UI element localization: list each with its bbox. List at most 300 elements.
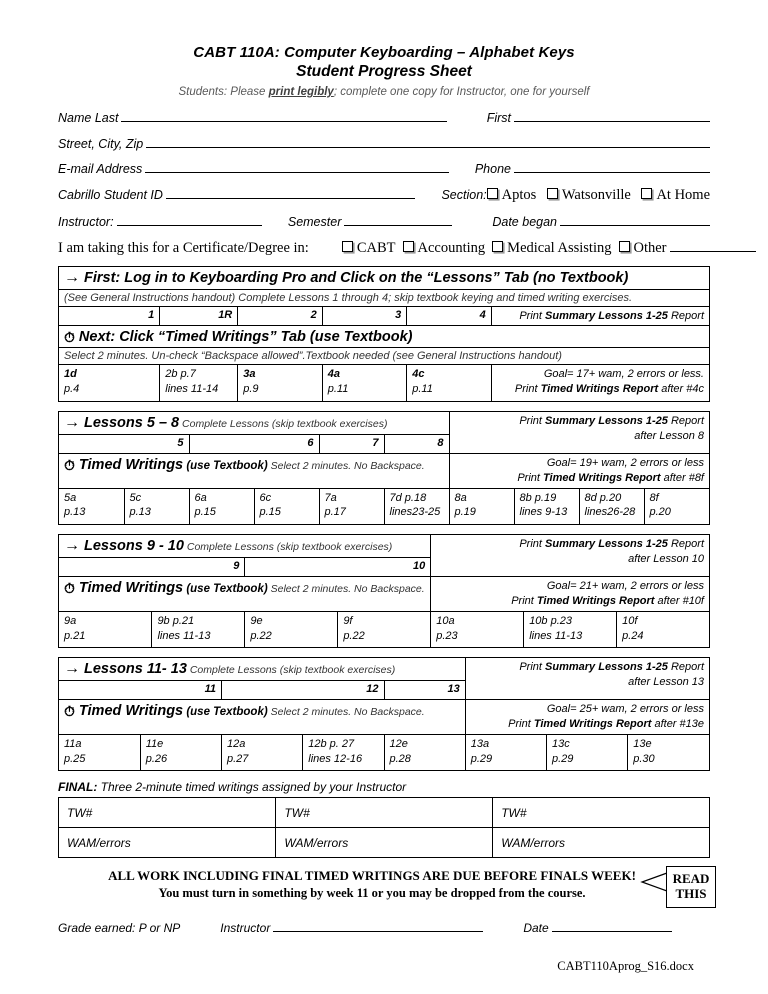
exercise-cell-5a[interactable]: [59, 488, 124, 524]
exercise-id-bold: 5a: [64, 491, 77, 504]
grade-instructor-input[interactable]: [273, 919, 483, 932]
box3-exercise-row: [59, 611, 709, 647]
exercise-id-bold: 10b: [529, 614, 548, 627]
exercise-ref: p.22: [250, 629, 272, 642]
section-box-lessons-1-4: [58, 266, 710, 402]
certificate-row: [58, 239, 710, 257]
tw-heading-bold: Timed Writings: [78, 580, 184, 597]
box4-heading-bold: Lessons 11- 13: [84, 661, 187, 678]
box1-tw-heading-row: [59, 326, 709, 348]
tw-heading-note: Select 2 minutes. No Backspace.: [267, 583, 425, 596]
print-post: Report: [667, 661, 704, 674]
exercise-id: [64, 737, 135, 752]
exercise-id-bold: 11e: [145, 737, 164, 750]
box3-heading-cell: [59, 535, 431, 558]
exercise-ref: lines23-25: [389, 506, 441, 519]
exercise-cell-8f[interactable]: [644, 488, 709, 524]
exercise-id-bold: 7d: [389, 491, 402, 504]
instructor-input[interactable]: [117, 213, 262, 226]
exercise-cell-7d[interactable]: [384, 488, 449, 524]
box1-subnote: (See General Instructions handout) Complete Lessons 1 through 4; skip textbook keying and timed writing exercises.: [59, 289, 709, 306]
exercise-ref: p.29: [470, 752, 493, 765]
exercise-ref: lines 11-13: [529, 629, 583, 642]
student-id-label: Cabrillo Student ID: [58, 187, 163, 202]
exercise-id: [633, 737, 704, 752]
box2-heading-note: Complete Lessons (skip textbook exercises): [179, 417, 388, 430]
exercise-ref: lines 11-13: [157, 629, 211, 642]
exercise-ref: lines26-28: [584, 506, 636, 519]
exercise-cell-11a[interactable]: [59, 734, 140, 770]
box2-heading-bold: Lessons 5 – 8: [84, 414, 180, 431]
exercise-id-bold: 10f: [622, 614, 638, 627]
grade-instructor-label: Instructor: [220, 920, 271, 935]
box3-goal-cell: [431, 577, 709, 612]
exercise-id: [157, 614, 239, 629]
box2-heading-row: [59, 412, 709, 435]
stopwatch-icon: ⏱: [64, 456, 75, 473]
date-began-label: Date began: [492, 215, 557, 229]
read-this-line1: READ: [672, 871, 710, 886]
notice-line1: ALL WORK INCLUDING FINAL TIMED WRITINGS ARE DUE BEFORE FINALS WEEK!: [108, 868, 636, 884]
arrow-right-icon: →: [64, 660, 80, 678]
phone-input[interactable]: [514, 160, 710, 173]
goal-post: after #13e: [651, 718, 704, 731]
section-box-lessons-5-8: [58, 411, 710, 525]
exercise-ref: p.25: [64, 752, 86, 765]
street-label: Street, City, Zip: [58, 136, 144, 151]
degree-option-accounting-label: Accounting: [417, 239, 486, 256]
box1-print-summary: [491, 306, 709, 326]
exercise-cell-10f[interactable]: [617, 611, 709, 647]
lesson-cell-13[interactable]: 13: [384, 681, 465, 700]
goal-post: after #10f: [654, 594, 704, 607]
exercise-id: 1d: [64, 368, 77, 381]
final-tw-cell-2[interactable]: TW#: [276, 798, 493, 828]
box1-tw-subnote-row: [59, 348, 709, 365]
arrow-right-icon: →: [64, 268, 80, 286]
exercise-id-bold: 9e: [250, 614, 263, 627]
box4-tw-heading-row: [59, 700, 709, 735]
exercise-cell-13e[interactable]: [628, 734, 709, 770]
exercise-cell-2b[interactable]: [160, 365, 238, 401]
arrow-right-icon: →: [64, 413, 80, 431]
exercise-id: [64, 614, 146, 629]
box4-exercise-row: [59, 734, 709, 770]
box3-tw-heading: [64, 579, 425, 596]
semester-input[interactable]: [344, 213, 452, 226]
subtitle-emphasis: print legibly: [268, 86, 334, 98]
box3-heading: [64, 537, 425, 555]
name-last-input[interactable]: [121, 109, 446, 122]
exercise-id-page: p.18: [401, 491, 427, 504]
goal-pre: Print: [517, 471, 544, 484]
box1-heading-text: First: Log in to Keyboarding Pro and Click on the “Lessons” Tab (no Textbook): [84, 269, 629, 286]
exercise-id: [260, 491, 314, 506]
goal-pre: Print: [511, 594, 537, 607]
student-id-section-row: [58, 186, 710, 204]
exercise-id-bold: 2b: [165, 368, 178, 381]
exercise-ref: p.11: [327, 383, 349, 396]
box4-heading-note: Complete Lessons (skip textbook exercises): [186, 664, 396, 677]
exercise-cell-1d[interactable]: [59, 365, 160, 401]
exercise-ref: p.4: [64, 383, 80, 396]
exercise-id-bold: 9a: [64, 614, 77, 627]
exercise-cell-8a[interactable]: [449, 488, 514, 524]
exercise-id-bold: 9f: [343, 614, 353, 627]
exercise-ref: p.29: [552, 752, 574, 765]
print-line2: after Lesson 8: [634, 429, 704, 442]
exercise-ref: p.20: [649, 506, 671, 519]
goal-report-name: Timed Writings Report: [533, 718, 652, 731]
checkbox-degree-medical-assisting[interactable]: [492, 241, 503, 252]
tw-heading-strong: (use Textbook): [183, 706, 268, 719]
exercise-id: [552, 737, 622, 752]
exercise-cell-11e[interactable]: [140, 734, 221, 770]
goal-pre: Print: [514, 383, 541, 396]
tw-heading-bold: Timed Writings: [78, 703, 184, 720]
final-timed-writings-table: [58, 797, 710, 858]
grade-earned-label: Grade earned: P or NP: [58, 920, 181, 935]
exercise-id: [227, 737, 297, 752]
exercise-cell-7a[interactable]: [319, 488, 384, 524]
exercise-id-bold: 13c: [552, 737, 570, 750]
box3-print-summary: [431, 535, 709, 577]
print-line2: after Lesson 13: [628, 676, 704, 689]
exercise-ref: p.24: [622, 629, 644, 642]
email-input[interactable]: [145, 160, 449, 173]
box2-goal-cell: [449, 453, 709, 488]
print-report-name: Summary Lessons 1-25: [545, 538, 668, 551]
degree-option-medical-assisting-label: Medical Assisting: [507, 239, 612, 256]
date-began-input[interactable]: [560, 213, 710, 226]
goal-post: after #8f: [660, 471, 704, 484]
exercise-id-bold: 8f: [649, 491, 659, 504]
box4-goal-cell: [465, 700, 709, 735]
exercise-ref: lines 12-16: [308, 752, 363, 765]
page-subtitle: [58, 86, 710, 98]
exercise-id: [585, 491, 639, 506]
exercise-id-page: p.7: [177, 368, 196, 381]
exercise-ref: p.9: [243, 383, 259, 396]
box1-tw-heading-cell: [59, 326, 709, 348]
exercise-id-bold: 13e: [633, 737, 652, 750]
tw-heading-note: Select 2 minutes. No Backspace.: [267, 459, 425, 472]
subtitle-post: ; complete one copy for Instructor, one for yourself: [333, 86, 590, 98]
final-wam-cell-3[interactable]: WAM/errors: [493, 828, 710, 858]
checkbox-section-at-home[interactable]: [641, 188, 652, 199]
box3-tw-heading-cell: [59, 577, 431, 612]
print-line1: [471, 660, 704, 675]
due-date-notice: [58, 868, 710, 901]
goal-report-name: Timed Writings Report: [536, 594, 655, 607]
exercise-id-bold: 12b: [308, 737, 327, 750]
exercise-id-bold: 11a: [64, 737, 82, 750]
exercise-ref: p.11: [412, 383, 433, 396]
email-phone-row: [58, 160, 710, 176]
final-label-rest: Three 2-minute timed writings assigned by your Instructor: [97, 780, 407, 795]
box1-tw-heading-text: Next: Click “Timed Writings” Tab (use Textbook): [78, 329, 413, 346]
print-timed: [436, 594, 704, 609]
exercise-ref: lines 9-13: [519, 506, 568, 519]
print-report-name: Summary Lessons 1-25: [545, 309, 668, 322]
instructor-semester-row: [58, 213, 710, 229]
final-tw-row: [59, 798, 710, 828]
instructor-label: Instructor:: [58, 215, 114, 229]
lesson-cell-11[interactable]: 11: [59, 681, 222, 700]
first-name-input[interactable]: [514, 109, 710, 122]
tw-heading-note: Select 2 minutes. No Backspace.: [267, 706, 425, 719]
arrow-right-icon: →: [64, 537, 80, 555]
exercise-id: [390, 491, 444, 506]
exercise-id-bold: 7a: [324, 491, 337, 504]
exercise-id: 3a: [243, 368, 256, 381]
grade-date-input[interactable]: [552, 919, 672, 932]
exercise-id: [250, 614, 332, 629]
exercise-cell-8b[interactable]: [514, 488, 579, 524]
exercise-id-bold: 9b: [157, 614, 170, 627]
exercise-cell-6c[interactable]: [254, 488, 319, 524]
lesson-cell-12[interactable]: 12: [222, 681, 385, 700]
final-wam-row: [59, 828, 710, 858]
print-report-name: Summary Lessons 1-25: [545, 661, 668, 674]
exercise-cell-12b[interactable]: [303, 734, 384, 770]
exercise-cell-4a[interactable]: [322, 365, 407, 401]
exercise-id: [622, 614, 704, 629]
degree-other-input[interactable]: [670, 239, 756, 252]
name-row: [58, 109, 710, 125]
checkbox-degree-cabt[interactable]: [342, 241, 353, 252]
exercise-id: [64, 491, 119, 506]
print-pre: Print: [519, 309, 546, 322]
checkbox-section-aptos[interactable]: [487, 188, 498, 199]
box2-exercise-row: [59, 488, 709, 524]
exercise-ref: p.23: [436, 629, 458, 642]
exercise-ref: lines 11-14: [165, 383, 219, 396]
exercise-cell-4c[interactable]: [407, 365, 492, 401]
exercise-cell-5c[interactable]: [124, 488, 189, 524]
box4-tw-heading-cell: [59, 700, 465, 735]
lesson-cell-6[interactable]: 6: [189, 434, 319, 453]
box4-heading-cell: [59, 658, 465, 681]
exercise-cell-12a[interactable]: [222, 734, 303, 770]
box3-heading-note: Complete Lessons (skip textbook exercises): [183, 541, 393, 554]
box4-heading-row: [59, 658, 709, 681]
degree-option-cabt-label: CABT: [356, 239, 396, 256]
lesson-cell-2[interactable]: 2: [238, 306, 323, 326]
grade-date-label: Date: [523, 920, 549, 935]
lesson-cell-4[interactable]: 4: [407, 306, 492, 326]
box1-heading-cell: [59, 267, 709, 290]
exercise-ref: p.15: [259, 506, 281, 519]
exercise-id: [343, 614, 425, 629]
email-label: E-mail Address: [58, 162, 143, 176]
lesson-cell-10[interactable]: 10: [245, 558, 431, 577]
exercise-id: [529, 614, 611, 629]
exercise-id-page: p. 27: [326, 737, 355, 750]
checkbox-degree-accounting[interactable]: [403, 241, 414, 252]
stopwatch-icon: ⏱: [64, 703, 75, 720]
print-line2: after Lesson 10: [628, 552, 704, 565]
exercise-ref: p.17: [324, 506, 346, 519]
exercise-ref: p.13: [129, 506, 151, 519]
box1-tw-subnote: Select 2 minutes. Un-check “Backspace allowed”.Textbook needed (see General Instructions handout): [59, 348, 709, 365]
exercise-cell-9a[interactable]: [59, 611, 152, 647]
final-wam-cell-2[interactable]: WAM/errors: [276, 828, 493, 858]
box1-goal-line: Goal= 17+ wam, 2 errors or less.: [543, 368, 704, 381]
exercise-cell-6a[interactable]: [189, 488, 254, 524]
exercise-id-bold: 6c: [259, 491, 272, 504]
exercise-id: [146, 737, 216, 752]
box2-heading-cell: [59, 412, 449, 435]
print-post: Report: [667, 538, 704, 551]
box2-print-summary: [449, 412, 709, 454]
tw-heading-strong: (use Textbook): [183, 459, 268, 472]
exercise-id-page: p.19: [531, 491, 557, 504]
exercise-id-page: p.20: [596, 491, 622, 504]
exercise-id: [650, 491, 705, 506]
checkbox-degree-other[interactable]: [619, 241, 630, 252]
section-box-lessons-9-10: [58, 534, 710, 648]
semester-label: Semester: [287, 215, 342, 229]
final-section-label: [58, 780, 710, 794]
final-tw-cell-1[interactable]: TW#: [59, 798, 276, 828]
box1-exercise-row: [59, 365, 709, 401]
first-name-label: First: [486, 111, 511, 125]
print-line1: [436, 537, 704, 552]
grade-row: [58, 919, 710, 935]
degree-option-other-label: Other: [633, 239, 667, 256]
section-label: Section:: [441, 187, 487, 202]
box1-lessons-row: [59, 306, 709, 326]
exercise-id-bold: 12a: [227, 737, 246, 750]
exercise-id-bold: 8a: [454, 491, 467, 504]
print-post: Report: [667, 309, 704, 322]
exercise-id: [471, 737, 541, 752]
box4-heading: [64, 660, 460, 678]
page-title-line1: CABT 110A: Computer Keyboarding – Alphabet Keys: [193, 44, 575, 61]
box2-heading: [64, 414, 444, 432]
box2-tw-heading-row: [59, 453, 709, 488]
notice-line2: You must turn in something by week 11 or you may be dropped from the course.: [158, 886, 586, 901]
exercise-ref: p.28: [389, 752, 411, 765]
exercise-id: [520, 491, 574, 506]
box1-subnote-row: [59, 289, 709, 306]
box4-tw-heading: [64, 702, 460, 719]
student-id-input[interactable]: [166, 186, 416, 199]
box1-tw-heading: [64, 328, 704, 345]
lesson-cell-1[interactable]: 1: [59, 306, 160, 326]
exercise-cell-12e[interactable]: [384, 734, 465, 770]
section-option-watsonville-label: Watsonville: [561, 186, 631, 203]
read-this-line2: THIS: [675, 885, 707, 901]
footer-filename: CABT110Aprog_S16.docx: [557, 958, 694, 973]
exercise-cell-8d[interactable]: [579, 488, 644, 524]
exercise-id: [325, 491, 379, 506]
tw-heading-strong: (use Textbook): [183, 583, 268, 596]
goal-post: after #4c: [658, 383, 704, 396]
final-wam-cell-1[interactable]: WAM/errors: [59, 828, 276, 858]
final-label-bold: FINAL:: [58, 780, 98, 795]
exercise-id-bold: 8b: [519, 491, 532, 504]
goal-line: Goal= 21+ wam, 2 errors or less: [546, 580, 704, 593]
exercise-id-page: p.21: [169, 614, 195, 627]
exercise-ref: p.15: [194, 506, 216, 519]
tw-heading-bold: Timed Writings: [78, 456, 184, 473]
subtitle-pre: Students: Please: [178, 86, 269, 98]
exercise-ref: p.21: [64, 629, 86, 642]
checkbox-section-watsonville[interactable]: [547, 188, 558, 199]
lesson-cell-9[interactable]: 9: [59, 558, 245, 577]
stopwatch-icon: ⏱: [64, 329, 75, 346]
box4-print-summary: [465, 658, 709, 700]
exercise-cell-10b[interactable]: [524, 611, 617, 647]
exercise-id-bold: 6a: [194, 491, 207, 504]
lesson-cell-1r[interactable]: 1R: [160, 306, 238, 326]
box2-tw-heading-cell: [59, 453, 449, 488]
exercise-cell-9e[interactable]: [245, 611, 338, 647]
lesson-cell-5[interactable]: 5: [59, 434, 189, 453]
exercise-id-bold: 10a: [436, 614, 455, 627]
box3-heading-row: [59, 535, 709, 558]
exercise-ref: p.22: [343, 629, 365, 642]
exercise-cell-13a[interactable]: [465, 734, 546, 770]
street-input[interactable]: [146, 135, 710, 148]
exercise-id: [130, 491, 184, 506]
box3-tw-heading-row: [59, 577, 709, 612]
exercise-ref: p.30: [633, 752, 655, 765]
box1-print-timed: [497, 382, 704, 397]
certificate-label: I am taking this for a Certificate/Degree in:: [58, 239, 309, 256]
exercise-id-page: p.23: [547, 614, 573, 627]
exercise-ref: p.26: [145, 752, 168, 765]
exercise-id: 4a: [327, 368, 340, 381]
goal-report-name: Timed Writings Report: [540, 383, 659, 396]
section-box-lessons-11-13: [58, 657, 710, 771]
stopwatch-icon: ⏱: [64, 580, 75, 597]
print-report-name: Summary Lessons 1-25: [545, 414, 668, 427]
print-post: Report: [667, 414, 704, 427]
exercise-cell-9b[interactable]: [152, 611, 245, 647]
goal-pre: Print: [508, 718, 534, 731]
section-option-aptos-label: Aptos: [501, 186, 537, 203]
exercise-ref: p.27: [227, 752, 249, 765]
exercise-cell-9f[interactable]: [338, 611, 431, 647]
exercise-ref: p.13: [64, 506, 86, 519]
exercise-id: 4c: [412, 368, 425, 381]
goal-line: Goal= 25+ wam, 2 errors or less: [546, 703, 704, 716]
print-pre: Print: [519, 661, 546, 674]
goal-report-name: Timed Writings Report: [543, 471, 661, 484]
exercise-id-bold: 8d: [584, 491, 597, 504]
name-last-label: Name Last: [58, 111, 119, 125]
print-timed: [471, 717, 704, 732]
exercise-cell-10a[interactable]: [431, 611, 524, 647]
lesson-cell-8[interactable]: 8: [384, 434, 449, 453]
print-timed: [455, 471, 705, 486]
final-tw-cell-3[interactable]: TW#: [493, 798, 710, 828]
box1-heading-row: [59, 267, 709, 290]
lesson-cell-7[interactable]: 7: [319, 434, 384, 453]
exercise-id: [308, 737, 378, 752]
exercise-id: [165, 367, 232, 382]
exercise-cell-3a[interactable]: [238, 365, 323, 401]
section-options: [487, 187, 710, 204]
phone-label: Phone: [474, 162, 511, 176]
section-option-at-home-label: At Home: [656, 186, 710, 203]
exercise-cell-13c[interactable]: [547, 734, 628, 770]
lesson-cell-3[interactable]: 3: [322, 306, 407, 326]
exercise-id: [455, 491, 509, 506]
